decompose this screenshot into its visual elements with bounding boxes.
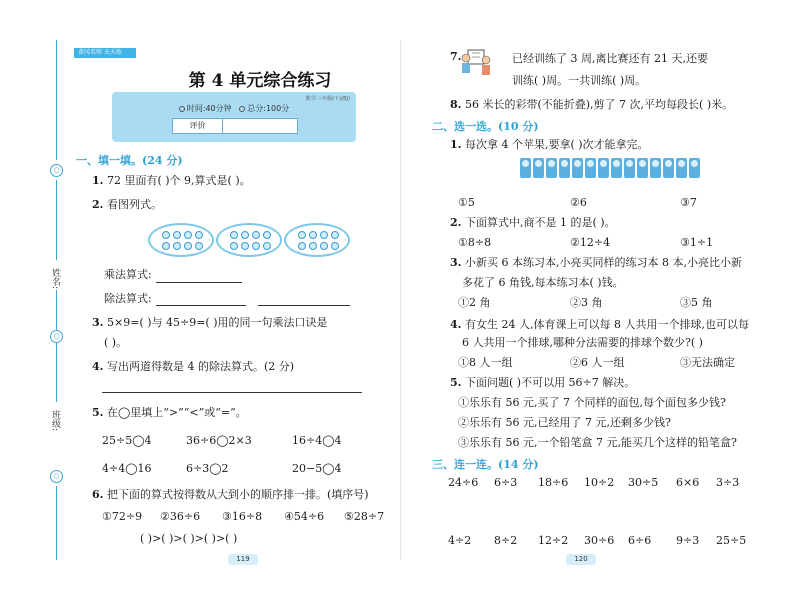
q-text: 写出两道得数是 4 的除法算式。(2 分) — [106, 360, 295, 373]
score-box — [112, 92, 356, 142]
match-bottom-item[interactable]: 12÷2 — [538, 534, 569, 547]
order-item: ③16÷8 — [222, 510, 263, 523]
order-item: ④54÷6 — [284, 510, 325, 523]
choice-option[interactable]: ①8÷8 — [458, 236, 492, 249]
q-text: 看图列式。 — [106, 198, 162, 211]
choice-option[interactable]: ①8 人一组 — [458, 356, 513, 369]
question-6 — [92, 488, 369, 502]
q-num: 1. — [450, 138, 462, 151]
match-bottom-item[interactable]: 4÷2 — [448, 534, 472, 547]
div-answer-line-1[interactable] — [156, 305, 246, 306]
q-text: 有女生 24 人,体育课上可以每 8 人共用一个排球,也可以每 — [464, 318, 749, 331]
dot-circle — [241, 242, 249, 250]
choice-option[interactable]: ②12÷4 — [570, 236, 611, 249]
compare-item[interactable]: 20−5◯4 — [292, 462, 342, 475]
class-label: 班级: — [50, 410, 60, 432]
q-text: 5×9=( )与 45÷9=( )用的同一句乘法口诀是 — [106, 316, 328, 329]
dot-circle — [309, 231, 317, 239]
match-top-item[interactable]: 30÷5 — [628, 476, 659, 489]
dot-circle — [162, 231, 170, 239]
mul-answer-line[interactable] — [156, 282, 242, 283]
page-title: 第 4 单元综合练习 — [188, 71, 332, 91]
dot-circle — [331, 242, 339, 250]
dot-circle — [195, 231, 203, 239]
q-num: 5. — [450, 376, 462, 389]
choice-option[interactable]: ②乐乐有 56 元,已经用了 7 元,还剩多少钱? — [458, 416, 671, 429]
binding-circle-icon: ○ — [50, 164, 63, 177]
order-item: ①72÷9 — [102, 510, 143, 523]
q-text: 下面问题( )不可以用 56÷7 解决。 — [464, 376, 636, 389]
q-text: 把下面的算式按得数从大到小的顺序排一排。(填序号) — [106, 488, 369, 501]
dot-circle — [173, 231, 181, 239]
choice-option[interactable]: ③乐乐有 56 元,一个铅笔盒 7 元,能买几个这样的铅笔盒? — [458, 436, 737, 449]
match-top-item[interactable]: 10÷2 — [584, 476, 615, 489]
match-top-item[interactable]: 6×6 — [676, 476, 700, 489]
rating-row — [172, 118, 298, 134]
choice-option[interactable]: ③5 角 — [680, 296, 713, 309]
page-divider — [400, 40, 401, 560]
q-num: 2. — [92, 198, 104, 211]
book-label: 数学·三年级(下)(BJ) — [305, 96, 350, 102]
dot-circle — [263, 242, 271, 250]
q-num: 1. — [92, 174, 104, 187]
group-oval — [216, 223, 282, 257]
binding-circle-icon: ○ — [50, 470, 63, 483]
dot-circle — [195, 242, 203, 250]
match-top-item[interactable]: 6÷3 — [494, 476, 518, 489]
binding-spine — [46, 40, 68, 560]
dot-circle — [320, 231, 328, 239]
order-answer[interactable]: ( )>( )>( )>( )>( ) — [140, 532, 238, 545]
match-top-item[interactable]: 18÷6 — [538, 476, 569, 489]
compare-item[interactable]: 16÷4◯4 — [292, 434, 342, 447]
match-bottom-item[interactable]: 6÷6 — [628, 534, 652, 547]
question-7: 已经训练了 3 周,离比赛还有 21 天,还要 — [512, 52, 708, 65]
section-choice: 二、选一选。(10 分) — [432, 120, 539, 133]
question-3-continued: ( )。 — [104, 336, 128, 349]
page-number-right: 120 — [566, 554, 596, 565]
compare-item[interactable]: 25÷5◯4 — [102, 434, 152, 447]
div-formula-label: 除法算式: — [104, 292, 152, 305]
dot-circle — [252, 242, 260, 250]
q-text: 72 里面有( )个 9,算式是( )。 — [106, 174, 251, 187]
dot-circle — [298, 242, 306, 250]
dot-circle — [184, 242, 192, 250]
q-num: 5. — [92, 406, 104, 419]
exam-info — [112, 103, 356, 114]
dot-circle — [309, 242, 317, 250]
choice-option[interactable]: ②6 — [570, 196, 587, 209]
choice-option[interactable]: ③1÷1 — [680, 236, 714, 249]
q-num: 3. — [450, 256, 462, 269]
q-text: 56 米长的彩带(不能折叠),剪了 7 次,平均每段长( )米。 — [464, 98, 734, 111]
clock-icon — [179, 106, 185, 112]
q-num: 4. — [450, 318, 462, 331]
section-fill-in: 一、填一填。(24 分) — [76, 154, 183, 167]
question-3 — [92, 316, 328, 330]
choice-5 — [450, 376, 635, 390]
training-people-icon — [458, 48, 496, 78]
choice-option[interactable]: ③7 — [680, 196, 697, 209]
choice-option[interactable]: ②6 人一组 — [570, 356, 625, 369]
choice-option[interactable]: ①2 角 — [458, 296, 491, 309]
dot-circle — [331, 231, 339, 239]
q-num: 4. — [92, 360, 104, 373]
mul-formula-label: 乘法算式: — [104, 268, 152, 281]
dot-circle — [241, 231, 249, 239]
q-num: 2. — [450, 216, 462, 229]
question-2 — [92, 198, 162, 212]
choice-4 — [450, 318, 749, 332]
choice-4-continued: 6 人共用一个排球,哪种分法需要的排球个数少?( ) — [462, 336, 703, 349]
question-5 — [92, 406, 247, 420]
choice-option[interactable]: ①乐乐有 56 元,买了 7 个同样的面包,每个面包多少钱? — [458, 396, 726, 409]
question-1 — [92, 174, 251, 188]
group-oval — [284, 223, 350, 257]
student-name-label: 姓名: — [50, 268, 60, 290]
q-text: 每次拿 4 个苹果,要拿( )次才能拿完。 — [464, 138, 649, 151]
q-text: 下面算式中,商不是 1 的是( )。 — [464, 216, 616, 229]
dot-circle — [230, 242, 238, 250]
question-8 — [450, 98, 733, 112]
q-text: 在◯里填上“>”“<”或“=”。 — [106, 406, 247, 419]
series-tag: 黄冈名师 天天练 — [74, 48, 136, 58]
dot-circle — [230, 231, 238, 239]
match-top-item[interactable]: 3÷3 — [716, 476, 740, 489]
compare-item[interactable]: 4÷4◯16 — [102, 462, 152, 475]
match-top-item[interactable]: 24÷6 — [448, 476, 479, 489]
question-4 — [92, 360, 294, 374]
q-num: 3. — [92, 316, 104, 329]
dot-circle — [320, 242, 328, 250]
dot-circle — [252, 231, 260, 239]
choice-option[interactable]: ①5 — [458, 196, 475, 209]
order-item: ②36÷6 — [160, 510, 201, 523]
dot-circle — [162, 242, 170, 250]
match-bottom-item[interactable]: 9÷3 — [676, 534, 700, 547]
q-text: 小新买 6 本练习本,小亮买同样的练习本 8 本,小亮比小新 — [464, 256, 742, 269]
rating-input[interactable] — [223, 119, 297, 133]
div-answer-line-2[interactable] — [258, 305, 350, 306]
q-num: 8. — [450, 98, 462, 111]
group-oval — [148, 223, 214, 257]
q-num: 6. — [92, 488, 104, 501]
dot-circle — [298, 231, 306, 239]
choice-1 — [450, 138, 649, 152]
order-item: ⑤28÷7 — [344, 510, 385, 523]
dot-circle — [173, 242, 181, 250]
question-7-num: 7. — [450, 50, 462, 63]
choice-3 — [450, 256, 742, 270]
apple-bags-icon — [520, 158, 740, 190]
dot-circle — [184, 231, 192, 239]
section-match: 三、连一连。(14 分) — [432, 458, 539, 471]
compare-item[interactable]: 36÷6◯2×3 — [186, 434, 252, 447]
compare-item[interactable]: 6÷3◯2 — [186, 462, 229, 475]
match-bottom-item[interactable]: 30÷6 — [584, 534, 615, 547]
q4-answer-line[interactable] — [102, 392, 362, 393]
dot-circle — [263, 231, 271, 239]
page-number-left: 119 — [228, 554, 258, 565]
question-7-continued: 训练( )周。一共训练( )周。 — [512, 74, 647, 87]
choice-option[interactable]: ②3 角 — [570, 296, 603, 309]
rating-label: 评价 — [173, 119, 223, 133]
match-bottom-item[interactable]: 8÷2 — [494, 534, 518, 547]
match-bottom-item[interactable]: 25÷5 — [716, 534, 747, 547]
time-limit: 时间:40分钟 — [186, 104, 232, 113]
binding-circle-icon: ○ — [50, 330, 63, 343]
choice-option[interactable]: ③无法确定 — [680, 356, 735, 369]
choice-3-continued: 多花了 6 角钱,每本练习本( )钱。 — [462, 276, 624, 289]
total-score: 总分:100分 — [247, 104, 290, 113]
choice-2 — [450, 216, 616, 230]
score-icon — [239, 106, 245, 112]
